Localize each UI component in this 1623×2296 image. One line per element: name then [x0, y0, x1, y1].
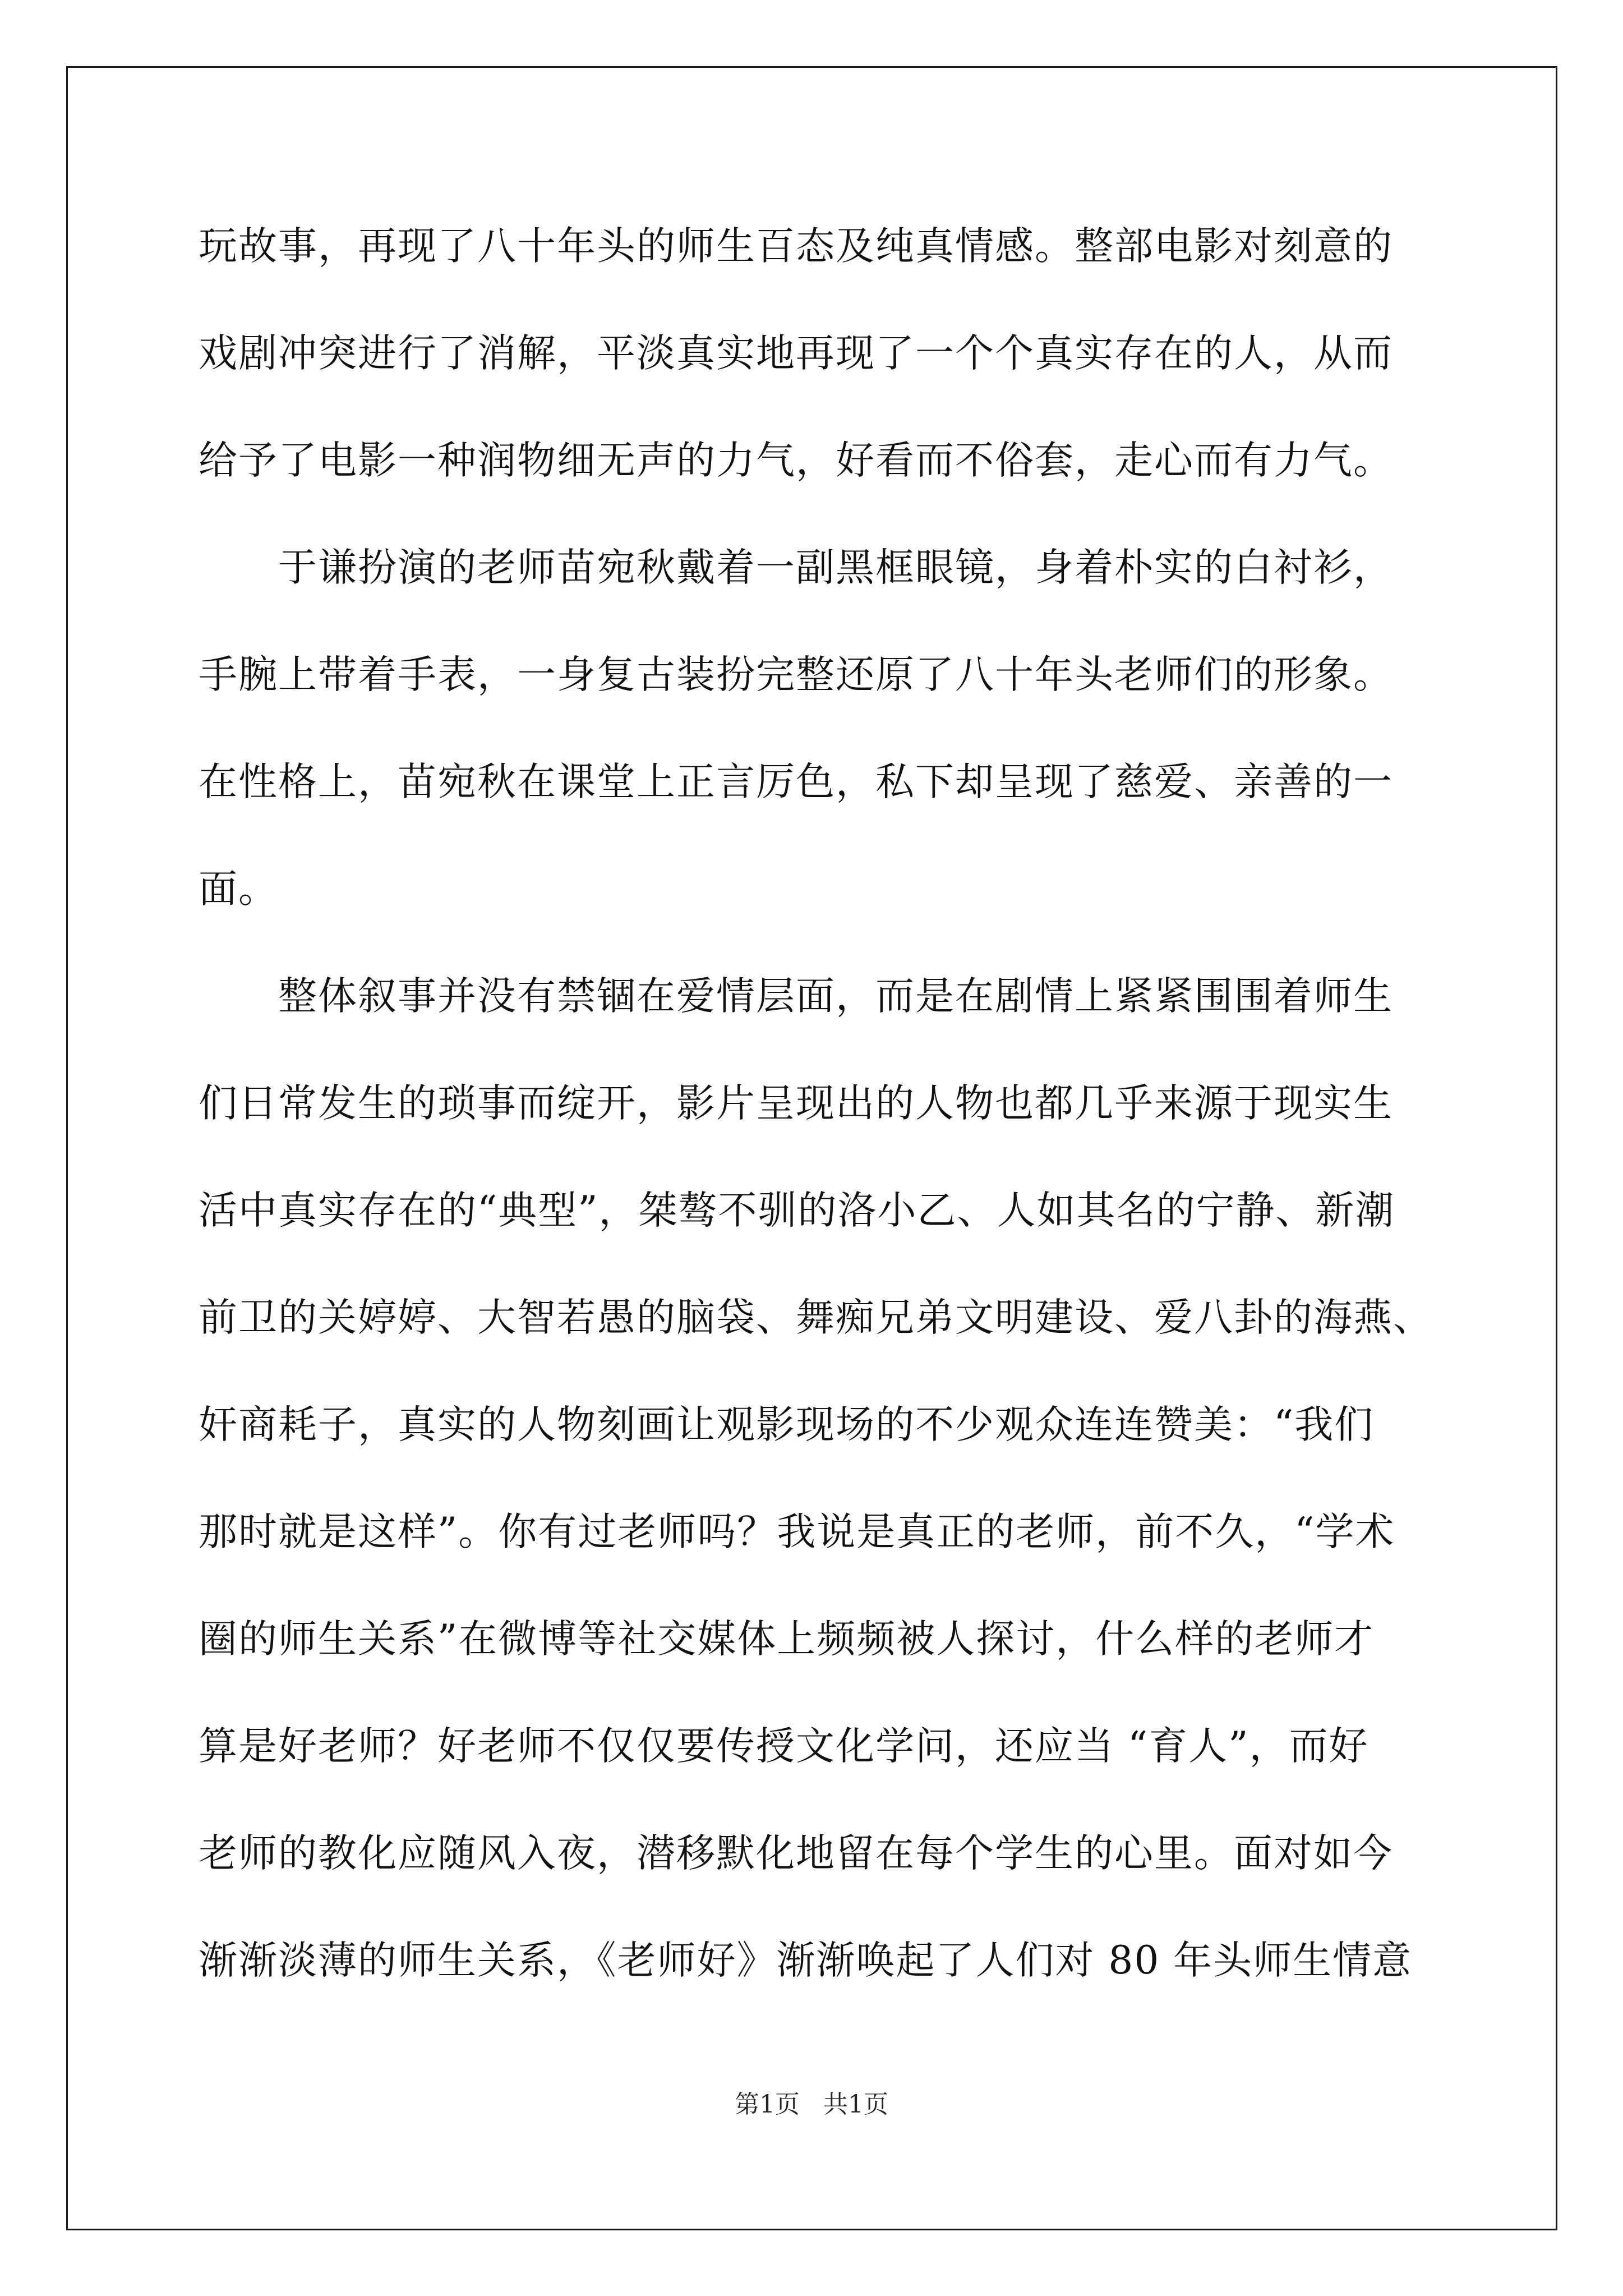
text-line: 戏剧冲突进行了消解，平淡真实地再现了一个个真实存在的人，从而: [199, 331, 1393, 376]
text-line: 整体叙事并没有禁锢在爱情层面，而是在剧情上紧紧围围着师生: [199, 974, 1393, 1019]
text-line: 面。: [199, 867, 278, 912]
text-line: 玩故事，再现了八十年头的师生百态及纯真情感。整部电影对刻意的: [199, 224, 1393, 269]
text-line: 老师的教化应随风入夜，潜移默化地留在每个学生的心里。面对如今: [199, 1831, 1393, 1876]
text-line: 算是好老师？好老师不仅仅要传授文化学问，还应当 “育人”，而好: [199, 1724, 1369, 1769]
text-line: 前卫的关婷婷、大智若愚的脑袋、舞痴兄弟文明建设、爱八卦的海燕、: [199, 1295, 1433, 1340]
text-line: 活中真实存在的“典型”，桀骜不驯的洛小乙、人如其名的宁静、新潮: [199, 1188, 1395, 1233]
text-line: 手腕上带着手表，一身复古装扮完整还原了八十年头老师们的形象。: [199, 652, 1393, 697]
page-footer: 第1页 共1页: [735, 2090, 888, 2119]
text-line: 于谦扮演的老师苗宛秋戴着一副黑框眼镜，身着朴实的白衬衫，: [199, 545, 1393, 590]
document-body: [199, 220, 1477, 2041]
text-line: 那时就是这样”。你有过老师吗？我说是真正的老师，前不久，“学术: [199, 1510, 1395, 1554]
text-line: 奸商耗子，真实的人物刻画让观影现场的不少观众连连赞美：“我们: [199, 1402, 1375, 1447]
text-line: 圈的师生关系”在微博等社交媒体上频频被人探讨，什么样的老师才: [199, 1617, 1375, 1662]
text-line: 在性格上，苗宛秋在课堂上正言厉色，私下却呈现了慈爱、亲善的一: [199, 760, 1393, 804]
text-line: 给予了电影一种润物细无声的力气，好看而不俗套，走心而有力气。: [199, 438, 1393, 483]
text-line: 渐渐淡薄的师生关系，《老师好》渐渐唤起了人们对 80 年头师生情意: [199, 1938, 1413, 1983]
text-line: 们日常发生的琐事而绽开，影片呈现出的人物也都几乎来源于现实生: [199, 1081, 1393, 1126]
